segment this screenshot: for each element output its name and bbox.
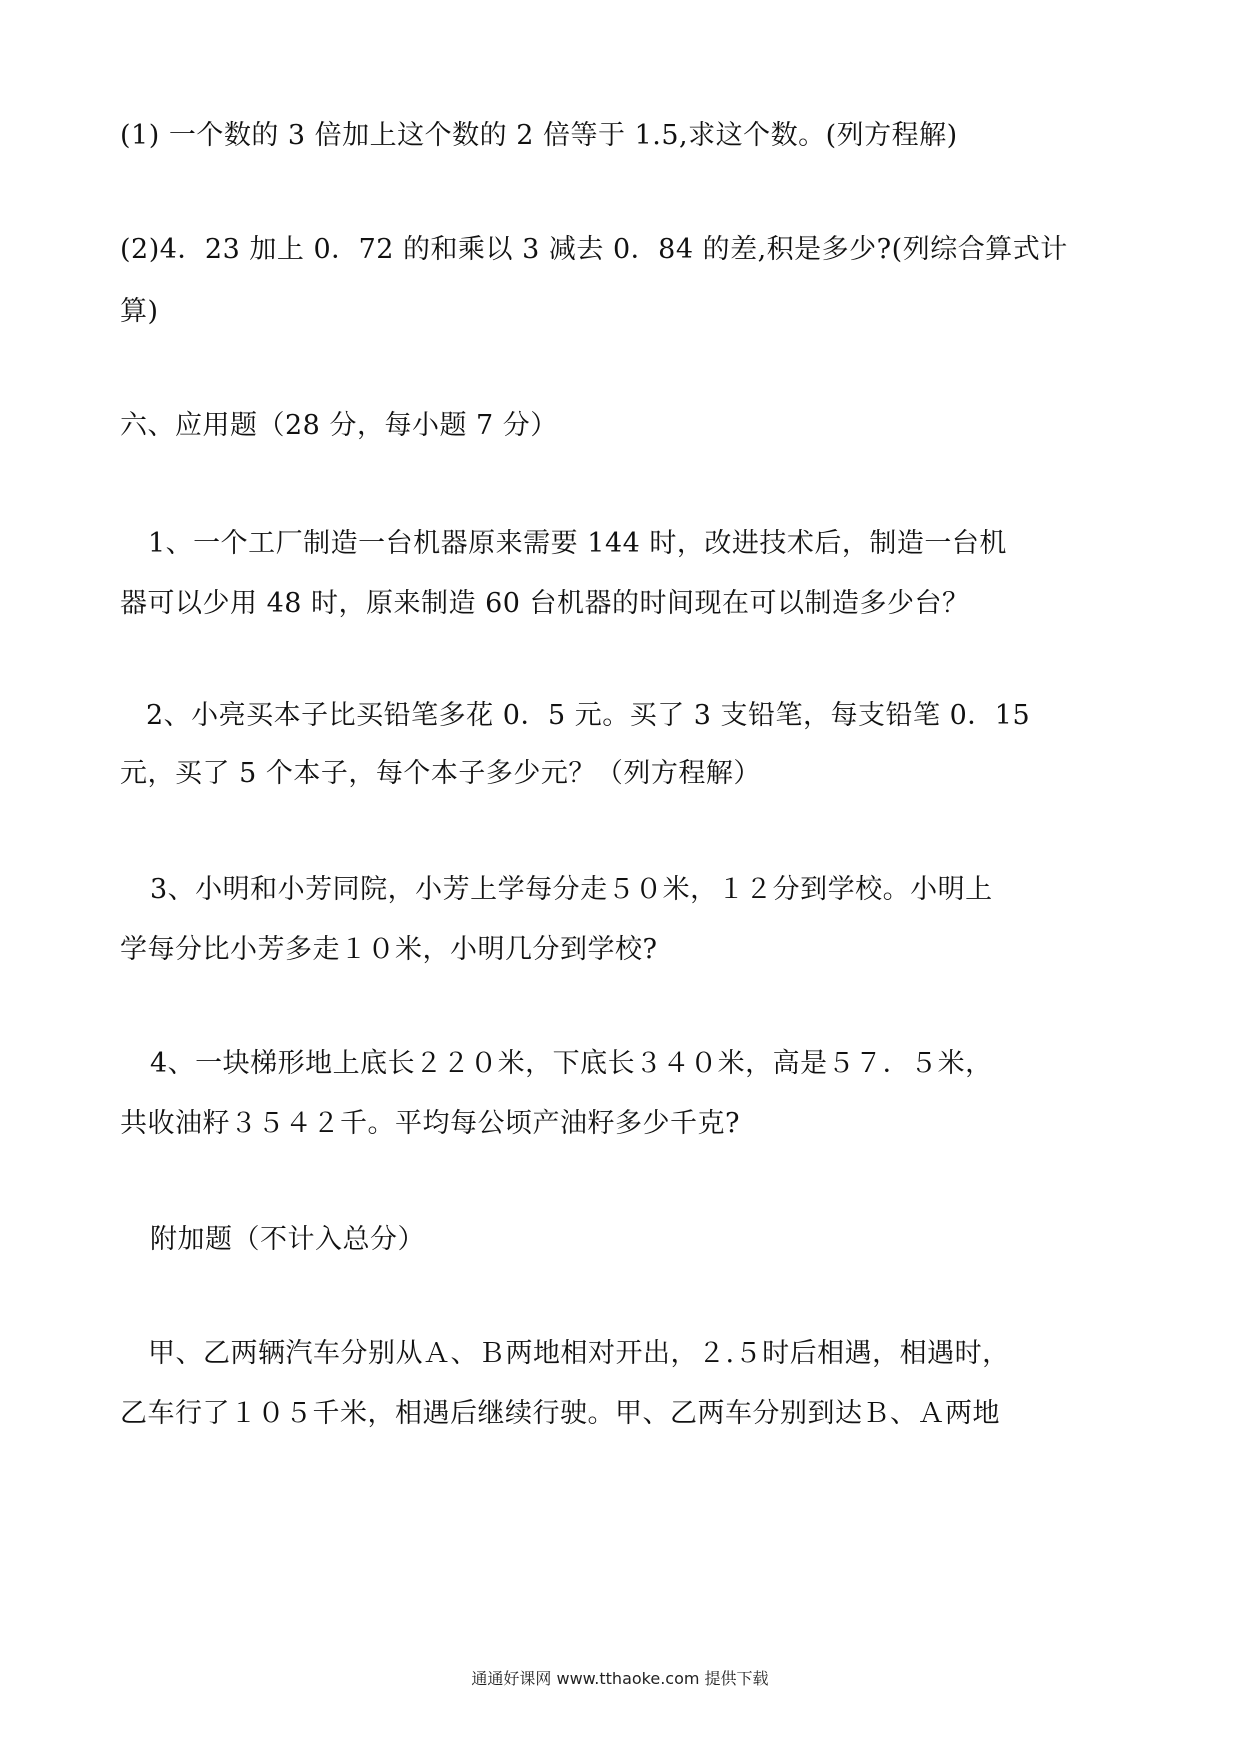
problem-4-line-2: 共收油籽３５４２千。平均每公顷产油籽多少千克?	[120, 1108, 740, 1139]
bonus-line-2: 乙车行了１０５千米，相遇后继续行驶。甲、乙两车分别到达Ｂ、Ａ两地	[120, 1398, 1000, 1429]
problem-1-line-1: 1、一个工厂制造一台机器原来需要 144 时，改进技术后，制造一台机	[148, 528, 1007, 559]
question-2-line-1: (2)4．23 加上 0．72 的和乘以 3 减去 0．84 的差,积是多少?(列综合算式计	[120, 234, 1068, 265]
page-footer: 通通好课网 www.tthaoke.com 提供下载	[471, 1669, 769, 1688]
problem-1-line-2: 器可以少用 48 时，原来制造 60 台机器的时间现在可以制造多少台？	[120, 588, 970, 619]
problem-2-line-2: 元，买了 5 个本子，每个本子多少元？（列方程解）	[120, 758, 761, 789]
problem-2-line-1: 2、小亮买本子比买铅笔多花 0．5 元。买了 3 支铅笔，每支铅笔 0．15	[146, 700, 1031, 731]
problem-3-line-2: 学每分比小芳多走１０米，小明几分到学校?	[120, 934, 658, 965]
bonus-heading: 附加题（不计入总分）	[150, 1224, 425, 1255]
problem-3-line-1: 3、小明和小芳同院，小芳上学每分走５０米，１２分到学校。小明上	[150, 874, 993, 905]
bonus-line-1: 甲、乙两辆汽车分别从Ａ、Ｂ两地相对开出，２.５时后相遇，相遇时，	[148, 1338, 1010, 1369]
question-1: (1) 一个数的 3 倍加上这个数的 2 倍等于 1.5,求这个数。(列方程解)	[120, 120, 958, 151]
section-6-heading: 六、应用题（28 分，每小题 7 分）	[120, 410, 558, 441]
question-2-line-2: 算)	[120, 296, 159, 327]
problem-4-line-1: 4、一块梯形地上底长２２０米，下底长３４０米，高是５７．５米，	[150, 1048, 993, 1079]
